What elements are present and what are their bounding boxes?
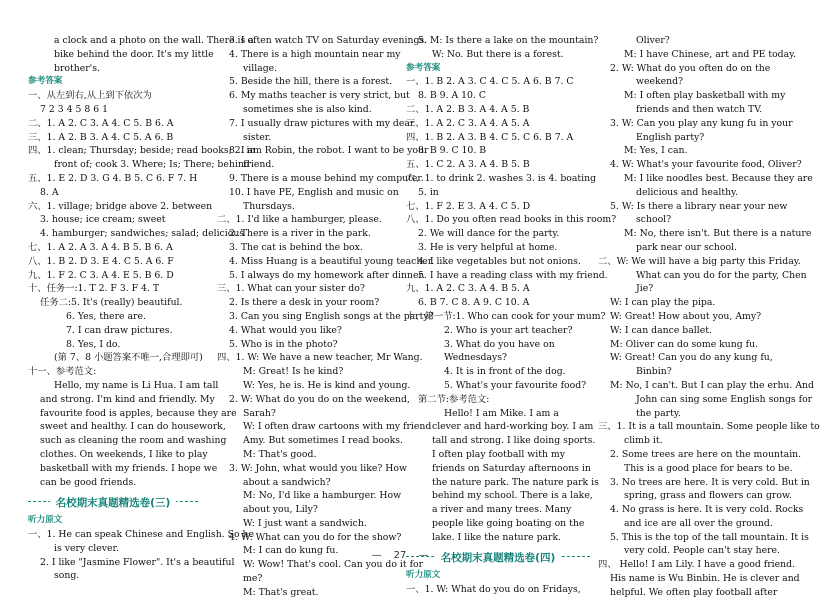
text-line: 5. I have a reading class with my friend. [418, 269, 608, 281]
text-line: 7. I usually draw pictures with my dear [229, 117, 415, 129]
text-line: 8. A [40, 186, 59, 198]
text-line: people like going boating on the [432, 517, 585, 529]
text-line: 七、1. F 2. E 3. A 4. C 5. D [406, 200, 531, 212]
text-line: 3. house; ice cream; sweet [40, 214, 166, 226]
text-line: brother's. [54, 62, 100, 74]
text-line: M: That's great. [243, 586, 319, 598]
text-line: 一、从左到右,从上到下依次为 [28, 90, 152, 102]
text-line: the nature park. The nature park is [432, 476, 599, 488]
text-line: 六、1. village; bridge above 2. between [28, 200, 213, 212]
text-line: 5. Beside the hill, there is a forest. [229, 76, 393, 88]
text-line: sometimes she is also kind. [243, 103, 372, 115]
column-1 [28, 34, 256, 583]
text-line: and ice are all over the ground. [624, 517, 773, 529]
text-line: 4. W: What's your favourite food, Oliver? [610, 159, 802, 171]
text-line: 四、 Hello! I am Lily. I have a good friend. [598, 559, 796, 571]
text-line: clothes. On weekends, I like to play [40, 448, 208, 460]
text-line: M: No, I can't. But I can play the erhu. And [610, 379, 814, 391]
text-line: Oliver? [636, 35, 670, 46]
text-line: 3. No trees are here. It is very cold. But in [610, 476, 810, 488]
section-heading: 听力原文 [28, 515, 63, 526]
text-line: 十一、参考范文: [28, 366, 97, 378]
text-line: 九、1. F 2. C 3. A 4. E 5. B 6. D [28, 269, 174, 281]
text-line: 2. W: What do you do on the weekend, [229, 393, 410, 405]
section-heading: 参考答案 [28, 76, 63, 87]
text-line: 8. Yes, I do. [66, 338, 121, 350]
section-heading: 参考答案 [406, 62, 441, 73]
text-line: 4. hamburger; sandwiches; salad; delicious [40, 228, 245, 240]
text-line: is very clever. [54, 542, 119, 554]
text-line: weekend? [636, 76, 684, 88]
text-line: M: Oliver can do some kung fu. [610, 338, 759, 350]
text-line: M: Great! Is he kind? [243, 366, 344, 378]
text-line: such as cleaning the room and washing [40, 435, 227, 447]
text-line: 8. B 9. A 10. C [418, 90, 486, 102]
text-line: park near our school. [636, 241, 738, 253]
text-line: 一、1. B 2. A 3. C 4. C 5. A 6. B 7. C [406, 76, 574, 88]
text-line: M: No, there isn't. But there is a nature [624, 228, 812, 240]
text-line: M: No, I'd like a hamburger. How [243, 490, 402, 502]
text-line: 四、1. W: We have a new teacher, Mr Wang. [217, 352, 423, 364]
column-4 [598, 34, 820, 600]
text-line: 7. I can draw pictures. [66, 324, 173, 336]
text-line: 4. What would you like? [229, 324, 342, 336]
text-line: 八、1. B 2. D 3. E 4. C 5. A 6. F [28, 255, 174, 267]
text-line: 10. I have PE, English and music on [229, 186, 399, 198]
text-line: W: Great! How about you, Amy? [610, 310, 762, 322]
text-line: Hello, my name is Li Hua. I am tall [54, 379, 219, 391]
text-line: 4. I like vegetables but not onions. [418, 255, 581, 267]
text-line: 3. W: Can you play any kung fu in your [610, 117, 793, 129]
text-line: bike behind the door. It's my little [54, 48, 214, 60]
text-line: 6. Yes, there are. [66, 310, 146, 322]
text-line: 七、1. A 2. A 3. A 4. B 5. B 6. A [28, 241, 173, 253]
text-line: 一、1. He can speak Chinese and English. So he [28, 529, 255, 541]
text-line: 2. I like "Jasmine Flower". It's a beautiful [40, 556, 235, 568]
text-line: English party? [636, 131, 705, 143]
text-line: clever and hard-working boy. I am [432, 421, 594, 433]
text-line: climb it. [624, 435, 663, 447]
text-line: 六、1. to drink 2. washes 3. is 4. boating [406, 172, 597, 184]
text-line: 4. There is a high mountain near my [229, 48, 401, 60]
text-line: 十、第一节:1. Who can cook for your mum? [406, 310, 606, 322]
text-line: 2. Is there a desk in your room? [229, 297, 380, 309]
text-line: W: Wow! That's cool. Can you do it for [243, 559, 424, 571]
text-line: Wednesdays? [444, 352, 508, 364]
text-line: 五、1. C 2. A 3. A 4. B 5. B [406, 159, 530, 171]
text-line: 二、1. A 2. B 3. A 4. A 5. B [406, 103, 530, 115]
text-line: 九、1. A 2. C 3. A 4. B 5. A [406, 283, 530, 295]
text-line: Amy. But sometimes I read books. [243, 435, 403, 447]
text-line: 三、1. It is a tall mountain. Some people like to [598, 421, 820, 433]
text-line: 2. There is a river in the park. [229, 228, 371, 240]
text-line: 四、1. clean; Thursday; beside; read books; 2. in [28, 145, 256, 157]
text-line: 八、1. Do you often read books in this room? [406, 214, 617, 226]
text-line: 2. Some trees are here on the mountain. [610, 448, 802, 460]
text-line: M: I have Chinese, art and PE today. [624, 48, 797, 60]
text-line: W: No. But there is a forest. [432, 48, 564, 60]
text-line: village. [243, 62, 278, 74]
text-line: sister. [243, 131, 272, 143]
text-line: behind my school. There is a lake, [432, 490, 593, 502]
text-line: 7 2 3 4 5 8 6 1 [40, 103, 109, 115]
text-line: delicious and healthy. [636, 186, 739, 198]
text-line: 二、W: We will have a big party this Friday. [598, 255, 801, 267]
text-line: 2. Who is your art teacher? [444, 324, 573, 336]
text-line: 2. W: What do you often do on the [610, 62, 771, 74]
text-line: friends and then watch TV. [636, 103, 763, 115]
text-line: 3. He is very helpful at home. [418, 241, 558, 253]
text-line: 十、任务一:1. T 2. F 3. F 4. T [28, 283, 160, 295]
text-line: and strong. I'm kind and friendly. My [40, 393, 215, 405]
text-line: about a sandwich? [243, 476, 331, 488]
text-line: Thursdays. [243, 200, 295, 212]
text-line: friends on Saturday afternoons in [432, 462, 591, 474]
text-line: 5. I always do my homework after dinner. [229, 269, 425, 281]
text-line: W: I can dance ballet. [610, 324, 712, 336]
text-line: 三、1. A 2. B 3. A 4. C 5. A 6. B [28, 131, 174, 143]
text-line: This is a good place for bears to be. [624, 462, 793, 474]
section-banner [28, 491, 198, 511]
text-line: a clock and a photo on the wall. There is a [54, 35, 254, 46]
text-line: sweet and healthy. I can do housework, [40, 421, 226, 433]
text-line: 三、1. What can your sister do? [217, 283, 365, 295]
text-line: me? [243, 573, 263, 585]
text-line: school? [636, 214, 672, 226]
text-line: very cold. People can't stay here. [624, 545, 780, 557]
text-line: (第 7、8 小题答案不唯一,合理即可) [54, 352, 203, 364]
text-line: front of; cook 3. Where; Is; There; behind [54, 159, 250, 171]
text-line: 8. B 9. C 10. B [418, 145, 487, 157]
text-line: 二、1. I'd like a hamburger, please. [217, 214, 382, 226]
text-line: 3. The cat is behind the box. [229, 241, 363, 253]
section-heading: 听力原文 [406, 570, 441, 581]
text-line: 5. W: Is there a library near your new [610, 200, 788, 212]
text-line: friend. [243, 159, 275, 171]
text-line: 5. Who is in the photo? [229, 338, 338, 350]
text-line: song. [54, 570, 80, 582]
text-line: 9. There is a mouse behind my computer. [229, 172, 424, 184]
text-line: 一、1. W: What do you do on Fridays, [406, 584, 581, 596]
text-line: W: I can play the pipa. [610, 297, 716, 309]
text-line: 5. in [418, 186, 439, 198]
text-line: 3. I often watch TV on Saturday evenings. [229, 35, 428, 46]
text-line: Hello! I am Mike. I am a [444, 407, 559, 419]
text-line: 4. W: What can you do for the show? [229, 531, 402, 543]
text-line: 5. This is the top of the tall mountain. It is [610, 531, 809, 543]
text-line: 3. Can you sing English songs at the party? [229, 310, 434, 322]
text-line: Jie? [636, 283, 654, 295]
text-line: I often play football with my [432, 448, 565, 460]
text-line: can be good friends. [40, 476, 137, 488]
page-number: — 27 — [371, 550, 429, 561]
text-line: M: Yes, I can. [624, 145, 688, 157]
text-line: W: Great! Can you do any kung fu, [610, 352, 773, 364]
text-line: 6. B 7. C 8. A 9. C 10. A [418, 297, 530, 309]
text-line: 8. I am Robin, the robot. I want to be your [229, 145, 429, 157]
text-line: 3. What do you have on [444, 338, 555, 350]
text-line: M: I can do kung fu. [243, 545, 339, 557]
text-line: W: I often draw cartoons with my friend [243, 421, 432, 433]
text-line: lake. I like the nature park. [432, 531, 562, 543]
text-line: W: I just want a sandwich. [243, 517, 367, 529]
text-line: M: I like noodles best. Because they are [624, 172, 813, 184]
text-line: favourite food is apples, because they are [40, 407, 237, 419]
banner-title: 名校期末真题精选卷(三) [50, 493, 177, 513]
text-line: 三、1. A 2. C 3. A 4. A 5. A [406, 117, 530, 129]
page-number-value: 27 [393, 550, 407, 561]
text-line: 4. It is in front of the dog. [444, 366, 566, 378]
text-line: helpful. We often play football after [610, 586, 778, 598]
text-line: basketball with my friends. I hope we [40, 462, 218, 474]
text-line: W: Yes, he is. He is kind and young. [243, 379, 411, 391]
text-line: M: I often play basketball with my [624, 90, 786, 102]
text-line: Sarah? [243, 407, 276, 419]
text-line: John can sing some English songs for [636, 393, 813, 405]
banner-title: 名校期末真题精选卷(四) [435, 548, 562, 568]
text-line: 2. We will dance for the party. [418, 228, 560, 240]
column-3 [406, 34, 617, 597]
text-line: M: That's good. [243, 448, 317, 460]
text-line: the party. [636, 407, 681, 419]
text-line: spring, grass and flowers can grow. [624, 490, 792, 502]
text-line: 任务二:5. It's (really) beautiful. [40, 297, 183, 309]
text-line: 四、1. B 2. A 3. B 4. C 5. C 6. B 7. A [406, 131, 574, 143]
text-line: 二、1. A 2. C 3. A 4. C 5. B 6. A [28, 117, 174, 129]
text-line: 第二节:参考范文: [418, 393, 490, 405]
text-line: tall and strong. I like doing sports. [432, 435, 596, 447]
text-line: 4. No grass is here. It is very cold. Rocks [610, 504, 804, 516]
text-line: a river and many trees. Many [432, 504, 572, 516]
text-line: 6. My maths teacher is very strict, but [229, 90, 410, 102]
text-line: 五、1. E 2. D 3. G 4. B 5. C 6. F 7. H [28, 172, 198, 184]
text-line: What can you do for the party, Chen [636, 269, 807, 281]
text-line: Binbin? [636, 366, 672, 378]
text-line: 5. What's your favourite food? [444, 379, 587, 391]
text-line: 5. M: Is there a lake on the mountain? [418, 35, 599, 46]
text-line: about you, Lily? [243, 504, 318, 516]
text-line: 3. W: John, what would you like? How [229, 462, 407, 474]
text-line: 4. Miss Huang is a beautiful young teacher. [229, 255, 435, 267]
text-line: His name is Wu Binbin. He is clever and [610, 573, 800, 585]
